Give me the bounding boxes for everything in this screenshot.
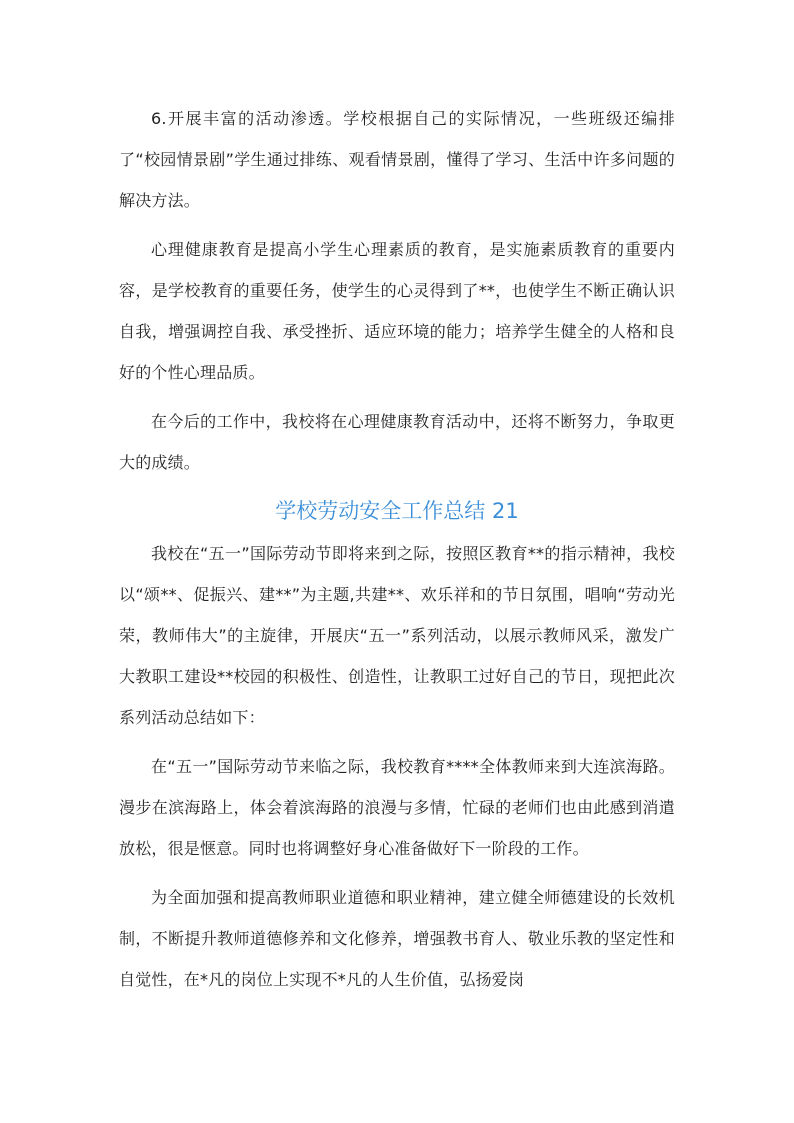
paragraph-activity-infiltration: 6.开展丰富的活动渗透。学校根据自己的实际情况，一些班级还编排了“校园情景剧”学生通过排练、观看情景剧，懂得了学习、生活中许多问题的解决方法。 xyxy=(119,109,675,210)
document-page xyxy=(119,98,675,1008)
paragraph-mental-health-education: 心理健康教育是提高小学生心理素质的教育，是实施素质教育的重要内容，是学校教育的重要任务，使学生的心灵得到了**，也使学生不断正确认识自我，增强调控自我、承受挫折、适应环境的能力；培养学生健全的人格和良好的个性心理品质。 xyxy=(119,240,675,382)
paragraph-binhai-road-trip: 在“五一”国际劳动节来临之际，我校教育****全体教师来到大连滨海路。漫步在滨海路上，体会着滨海路的浪漫与多情，忙碌的老师们也由此感到消遣放松，很是惬意。同时也将调整好身心准备做好下一阶段的工作。 xyxy=(119,757,675,858)
section-heading: 学校劳动安全工作总结 21 xyxy=(275,499,519,523)
paragraph-may-day-intro: 我校在“五一”国际劳动节即将来到之际，按照区教育**的指示精神，我校以“颂**、促振兴、建**”为主题,共建**、欢乐祥和的节日氛围，唱响“劳动光荣，教师伟大”的主旋律，开展庆“五一”系列活动，以展示教师风采，激发广大教职工建设**校园的积极性、创造性，让教职工过好自己的节日，现把此次系列活动总结如下： xyxy=(119,544,675,727)
paragraph-teacher-ethics: 为全面加强和提高教师职业道德和职业精神，建立健全师德建设的长效机制，不断提升教师道德修养和文化修养，增强教书育人、敬业乐教的坚定性和自觉性，在*凡的岗位上实现不*凡的人生价值，弘扬爱岗 xyxy=(119,888,675,989)
paragraph-future-work: 在今后的工作中，我校将在心理健康教育活动中，还将不断努力，争取更大的成绩。 xyxy=(119,412,675,472)
